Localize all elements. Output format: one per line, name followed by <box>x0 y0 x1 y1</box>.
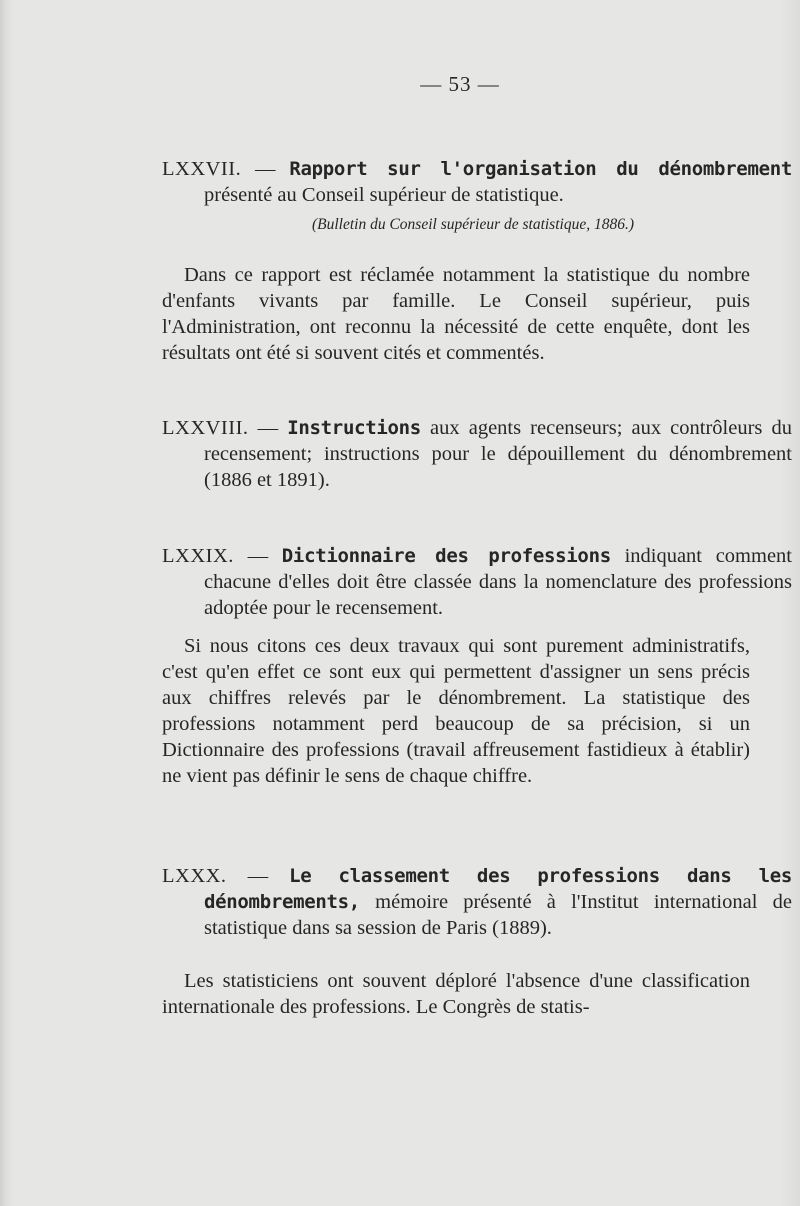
entry-title: Instructions <box>287 417 421 439</box>
entry-lxxvii-heading <box>162 156 792 208</box>
entry-lxxix-heading <box>162 543 792 621</box>
entry-dash: — <box>248 417 288 439</box>
entry-lxxx-heading <box>162 863 792 941</box>
entry-dash: — <box>226 865 290 887</box>
entry-description: présenté au Conseil supérieur de statistique. <box>204 184 564 206</box>
entry-number: LXXX. <box>162 865 227 887</box>
page-number: — 53 — <box>420 72 500 96</box>
entry-title: Le classement des professions dans les dénombrements, <box>204 865 793 913</box>
entry-lxxviii-heading <box>162 415 792 493</box>
entry-description: indiquant comment chacune d'elles doit être classée dans la nomenclature des professions adoptée pour le recensement. <box>204 545 792 619</box>
entry-number: LXXVIII. <box>162 417 249 439</box>
paragraph: Les statisticiens ont souvent déploré l'absence d'une classification internationale des professions. Le Congrès de statis- <box>162 970 750 1018</box>
entry-number: LXXVII. <box>162 158 242 180</box>
paragraph: Si nous citons ces deux travaux qui sont purement administratifs, c'est qu'en effet ce sont eux qui permettent d'assigner un sens précis aux chiffres relevés par le dénombrement. La statistique des professions notamment perd beaucoup de sa précision, si un Dictionnaire des professions (travail affreusement fastidieux à établir) ne vient pas définir le sens de chaque chiffre. <box>162 635 750 787</box>
entry-dash: — <box>233 545 282 567</box>
entry-title: Dictionnaire des professions <box>281 545 611 567</box>
entry-description: mémoire présenté à l'Institut international de statistique dans sa session de Paris (1889). <box>204 891 792 939</box>
paragraph: Dans ce rapport est réclamée notamment la statistique du nombre d'enfants vivants par famille. Le Conseil supérieur, puis l'Administration, ont reconnu la nécessité de cette enquête, dont les résultats ont été si souvent cités et commentés. <box>162 264 750 364</box>
entry-dash: — <box>241 158 290 180</box>
entry-citation: (Bulletin du Conseil supérieur de statistique, 1886.) <box>311 216 634 233</box>
entry-description: aux agents recenseurs; aux contrôleurs du recensement; instructions pour le dépouillement du dénombrement (1886 et 1891). <box>204 417 792 491</box>
entry-title: Rapport sur l'organisation du dénombrement <box>289 158 793 180</box>
entry-number: LXXIX. <box>162 545 234 567</box>
